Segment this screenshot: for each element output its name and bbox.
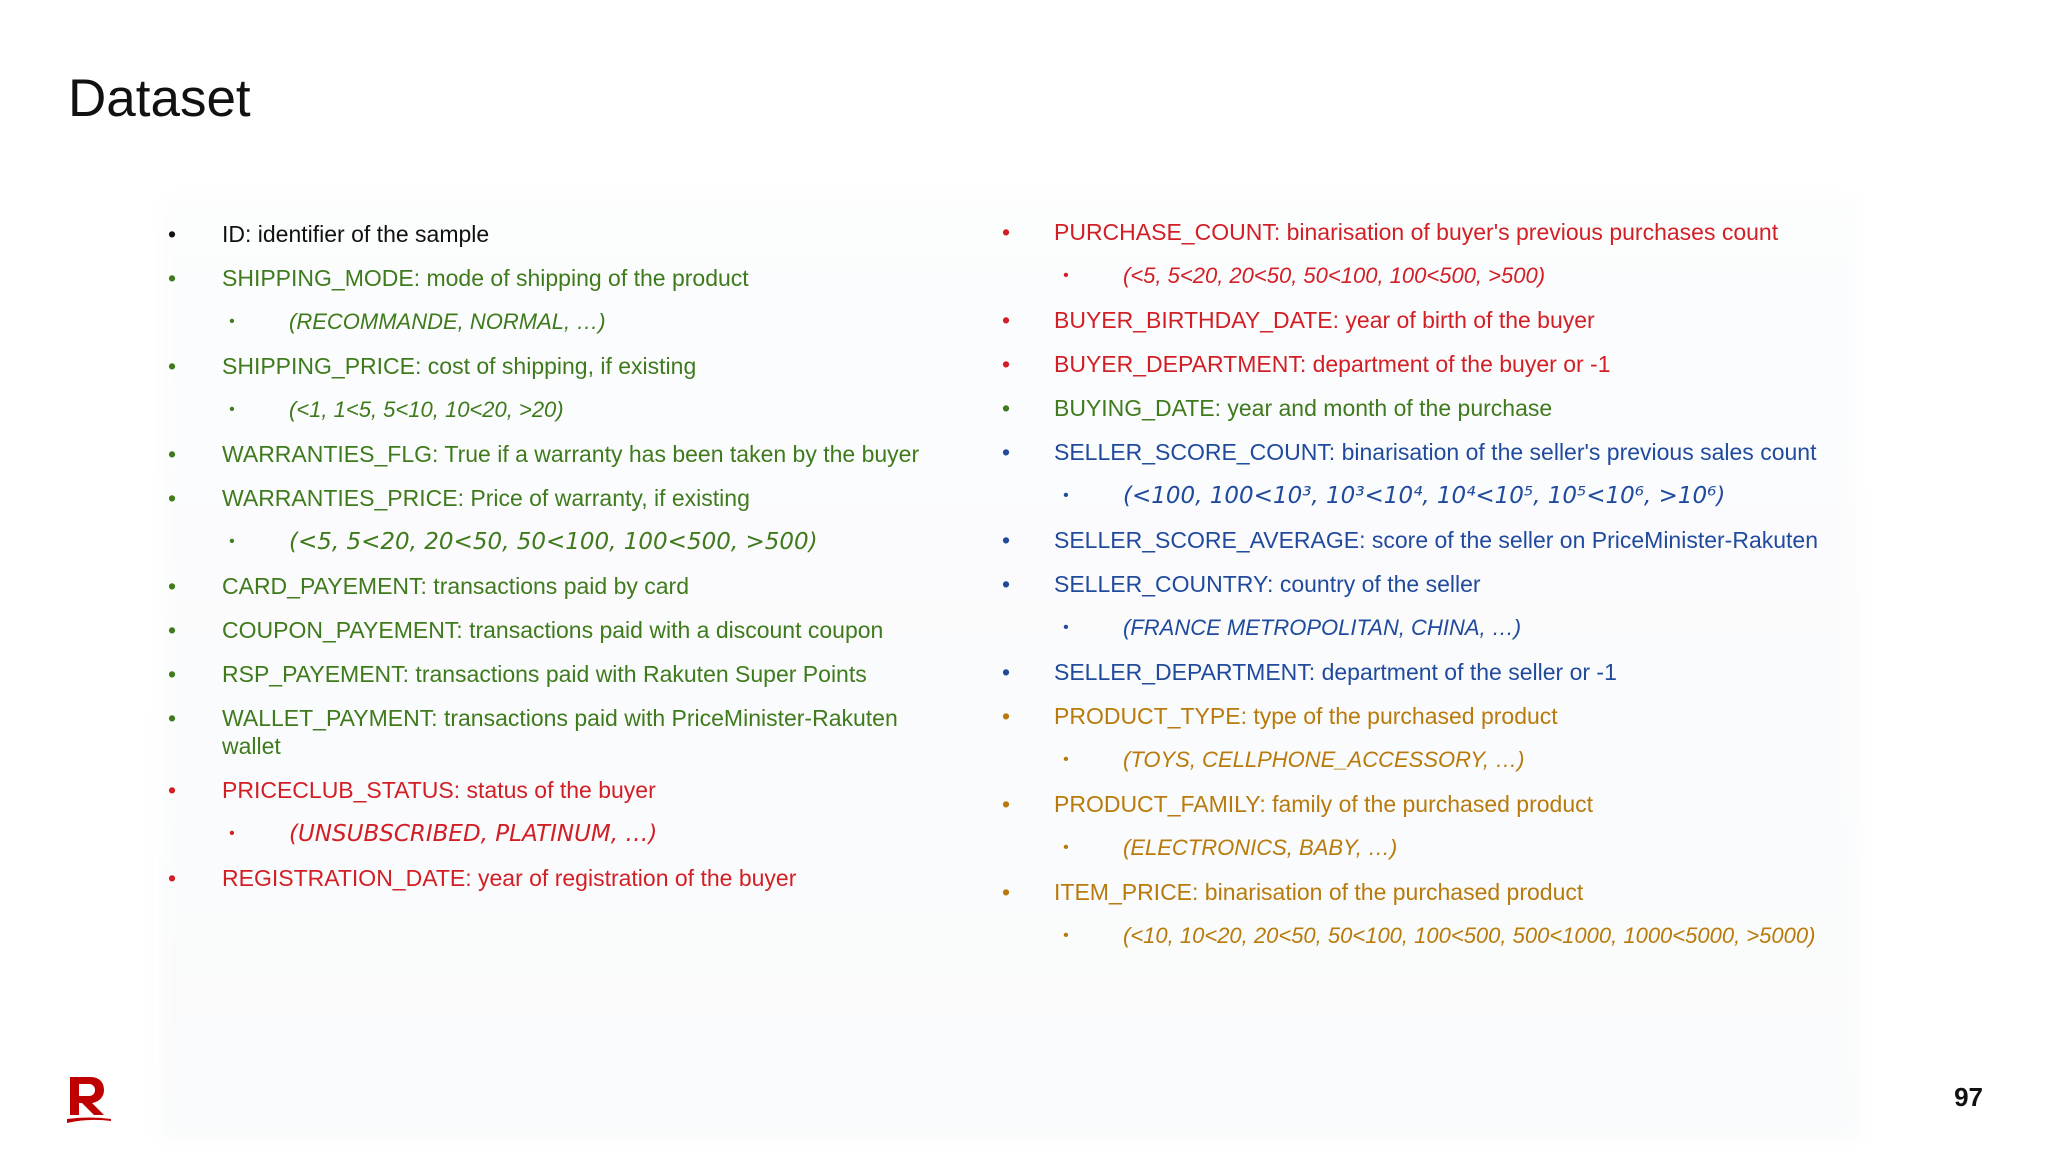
bullet-item [1002,438,1902,466]
bullet-item [1002,878,1902,906]
sub-bullet-item [1002,614,1902,642]
sub-bullet-text: (UNSUBSCRIBED, PLATINUM, …) [289,821,658,847]
sub-bullet-text: (<5, 5<20, 20<50, 50<100, 100<500, >500) [289,529,818,555]
bullet-icon: • [1002,527,1011,553]
bullet-icon: • [1002,395,1011,421]
bullet-icon: • [1063,267,1069,284]
right-bullet-list [1002,218,1902,966]
left-bullet-list [168,220,968,908]
rakuten-r-logo [66,1075,112,1125]
bullet-item [1002,702,1902,730]
bullet-item [168,440,968,468]
bullet-icon: • [1002,879,1011,905]
bullet-item [168,616,968,644]
bullet-item [1002,570,1902,598]
sub-bullet-text: (<100, 100<10³, 10³<10⁴, 10⁴<10⁵, 10⁵<10⁶, >10⁶) [1123,483,1726,509]
bullet-text: RSP_PAYEMENT: transactions paid with Rakuten Super Points [222,661,867,687]
bullet-icon: • [229,533,235,550]
bullet-icon: • [229,825,235,842]
bullet-text: PRICECLUB_STATUS: status of the buyer [222,777,656,803]
bullet-item [1002,394,1902,422]
bullet-text: SHIPPING_MODE: mode of shipping of the product [222,265,749,291]
bullet-text: CARD_PAYEMENT: transactions paid by card [222,573,689,599]
bullet-icon: • [168,573,177,599]
bullet-icon: • [1002,351,1011,377]
bullet-icon: • [168,221,177,247]
sub-bullet-item [168,308,968,336]
sub-bullet-item [168,528,968,556]
bullet-icon: • [168,485,177,511]
bullet-icon: • [1063,751,1069,768]
bullet-item [168,220,968,248]
bullet-text: SELLER_SCORE_COUNT: binarisation of the seller's previous sales count [1054,439,1817,465]
bullet-icon: • [1063,927,1069,944]
bullet-text: WALLET_PAYMENT: transactions paid with PriceMinister-Rakuten wallet [222,705,898,759]
bullet-icon: • [1002,439,1011,465]
bullet-text: SELLER_DEPARTMENT: department of the seller or -1 [1054,659,1617,685]
bullet-item [1002,306,1902,334]
bullet-item [1002,658,1902,686]
bullet-icon: • [168,777,177,803]
sub-bullet-text: (TOYS, CELLPHONE_ACCESSORY, …) [1123,747,1525,772]
bullet-icon: • [229,401,235,418]
bullet-item [168,572,968,600]
sub-bullet-item [1002,262,1902,290]
bullet-item [168,776,968,804]
sub-bullet-text: (<10, 10<20, 20<50, 50<100, 100<500, 500<1000, 1000<5000, >5000) [1123,923,1816,948]
bullet-icon: • [1002,571,1011,597]
bullet-text: SHIPPING_PRICE: cost of shipping, if existing [222,353,697,379]
bullet-text: SELLER_COUNTRY: country of the seller [1054,571,1481,597]
bullet-item [1002,526,1902,554]
bullet-icon: • [168,265,177,291]
bullet-item [168,864,968,892]
sub-bullet-text: (<1, 1<5, 5<10, 10<20, >20) [289,397,564,422]
bullet-text: ID: identifier of the sample [222,221,490,247]
bullet-text: BUYING_DATE: year and month of the purchase [1054,395,1553,421]
sub-bullet-item [168,820,968,848]
sub-bullet-item [1002,834,1902,862]
bullet-icon: • [1063,487,1069,504]
sub-bullet-item [1002,922,1902,950]
bullet-icon: • [1002,703,1011,729]
bullet-text: PRODUCT_FAMILY: family of the purchased product [1054,791,1594,817]
bullet-icon: • [168,865,177,891]
sub-bullet-item [1002,746,1902,774]
sub-bullet-item [1002,482,1902,510]
bullet-icon: • [1063,839,1069,856]
bullet-text: ITEM_PRICE: binarisation of the purchased product [1054,879,1584,905]
bullet-icon: • [1002,219,1011,245]
bullet-icon: • [1002,791,1011,817]
slide-title: Dataset [68,69,251,128]
bullet-item [168,264,968,292]
sub-bullet-text: (FRANCE METROPOLITAN, CHINA, …) [1123,615,1522,640]
bullet-icon: • [168,617,177,643]
bullet-text: BUYER_BIRTHDAY_DATE: year of birth of the buyer [1054,307,1595,333]
bullet-item [168,660,968,688]
sub-bullet-text: (<5, 5<20, 20<50, 50<100, 100<500, >500) [1123,263,1546,288]
bullet-icon: • [168,705,177,731]
bullet-text: PURCHASE_COUNT: binarisation of buyer's previous purchases count [1054,219,1779,245]
bullet-text: WARRANTIES_FLG: True if a warranty has been taken by the buyer [222,441,920,467]
bullet-text: WARRANTIES_PRICE: Price of warranty, if existing [222,485,750,511]
bullet-icon: • [1002,307,1011,333]
bullet-icon: • [1063,619,1069,636]
bullet-item [1002,790,1902,818]
sub-bullet-text: (RECOMMANDE, NORMAL, …) [289,309,606,334]
bullet-icon: • [229,313,235,330]
bullet-text: PRODUCT_TYPE: type of the purchased product [1054,703,1558,729]
bullet-text: COUPON_PAYEMENT: transactions paid with a discount coupon [222,617,884,643]
bullet-item [168,704,968,760]
bullet-text: SELLER_SCORE_AVERAGE: score of the seller on PriceMinister-Rakuten [1054,527,1818,553]
bullet-icon: • [168,353,177,379]
bullet-text: REGISTRATION_DATE: year of registration of the buyer [222,865,797,891]
bullet-icon: • [168,441,177,467]
bullet-text: BUYER_DEPARTMENT: department of the buyer or -1 [1054,351,1611,377]
bullet-item [1002,350,1902,378]
sub-bullet-text: (ELECTRONICS, BABY, …) [1123,835,1398,860]
page-number: 97 [1954,1082,1983,1112]
bullet-item [1002,218,1902,246]
bullet-item [168,484,968,512]
bullet-item [168,352,968,380]
bullet-icon: • [1002,659,1011,685]
sub-bullet-item [168,396,968,424]
bullet-icon: • [168,661,177,687]
